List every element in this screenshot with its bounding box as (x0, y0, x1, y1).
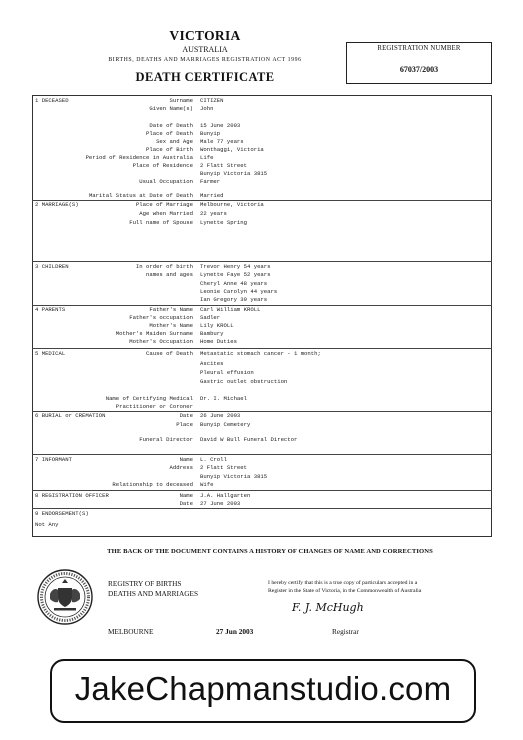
issue-date: 27 Jun 2003 (216, 627, 254, 636)
registration-number-label: REGISTRATION NUMBER (377, 45, 461, 52)
field-label: Period of Residence in Australia (85, 154, 193, 161)
section-divider (32, 454, 492, 455)
field-value: Lynette Spring (200, 219, 247, 226)
field-value: 15 June 2003 (200, 122, 241, 129)
section-label-medical: 5 MEDICAL (35, 350, 66, 357)
field-value: Lily KROLL (200, 322, 234, 329)
country-label: AUSTRALIA (182, 45, 228, 54)
field-label: Usual Occupation (139, 178, 193, 185)
child-entry: Trevor Henry 54 years (200, 263, 271, 270)
field-label: Mother's Maiden Surname (115, 330, 193, 337)
field-value: 2 Flatt Street (200, 162, 247, 169)
field-label: Date (179, 412, 193, 419)
field-label: Place of Death (146, 130, 193, 137)
section-divider (32, 508, 492, 509)
field-value: Wonthaggi, Victoria (200, 146, 264, 153)
field-label: In order of birth (135, 263, 193, 270)
field-value: Bunyip Cemetery (200, 421, 251, 428)
issue-city: MELBOURNE (108, 627, 154, 636)
child-entry: Cheryl Anne 48 years (200, 280, 268, 287)
field-value: Male 77 years (200, 138, 244, 145)
field-label: Name (179, 492, 193, 499)
certification-line: Register in the State of Victoria, in the Commonwealth of Australia (268, 588, 422, 595)
section-label-marriage: 2 MARRIAGE(S) (35, 201, 79, 208)
field-value: Life (200, 154, 214, 161)
field-value: Dr. I. Michael (200, 395, 247, 402)
section-label-deceased: 1 DECEASED (35, 97, 69, 104)
registry-line: DEATHS AND MARRIAGES (108, 589, 199, 598)
document-title: DEATH CERTIFICATE (135, 70, 275, 84)
registration-number-value: 67037/2003 (399, 65, 439, 74)
field-label: Place (176, 421, 193, 428)
section-label-registration-officer: 8 REGISTRATION OFFICER (35, 492, 109, 499)
child-entry: Ian Gregory 39 years (200, 296, 268, 303)
field-value: Bunyip Victoria 3815 (200, 170, 268, 177)
section-label-informant: 7 INFORMANT (35, 456, 72, 463)
field-label: Marital Status at Date of Death (88, 192, 193, 199)
back-of-document-note: THE BACK OF THE DOCUMENT CONTAINS A HISTORY OF CHANGES OF NAME AND CORRECTIONS (107, 548, 433, 555)
field-label: Funeral Director (139, 436, 193, 443)
section-label-endorsements: 9 ENDORSEMENT(S) (35, 510, 89, 517)
field-value: Bunyip Victoria 3815 (200, 473, 268, 480)
field-label: Sex and Age (156, 138, 193, 145)
field-value: Wife (200, 481, 214, 488)
field-label: Name (179, 456, 193, 463)
section-divider (32, 348, 492, 349)
registry-name (108, 579, 198, 599)
field-label: Father's Name (149, 306, 193, 313)
field-label: Place of Birth (146, 146, 193, 153)
child-entry: Leonie Carolyn 44 years (200, 288, 278, 295)
cause-entry: Pleural effusion (200, 369, 254, 376)
field-label: Name of Certifying Medical (105, 395, 193, 402)
section-label-burial: 6 BURIAL or CREMATION (35, 412, 106, 419)
field-value: Bambury (200, 330, 224, 337)
field-label: Father's occupation (129, 314, 193, 321)
field-value: Carl William KROLL (200, 306, 261, 313)
field-value: 2 Flatt Street (200, 464, 247, 471)
field-label: Mother's Name (149, 322, 193, 329)
cause-entry: Metastatic stomach cancer - 1 month; (200, 350, 321, 357)
field-value: Sadler (200, 314, 221, 321)
section-divider (32, 490, 492, 491)
certification-statement (268, 579, 483, 595)
certification-line: I hereby certify that this is a true copy of particulars accepted in a (268, 580, 418, 586)
registrar-signature: F. J. McHugh (292, 601, 364, 614)
field-label: Surname (169, 97, 193, 104)
cause-entry: Gastric outlet obstruction (200, 378, 288, 385)
field-label: Full name of Spouse (129, 219, 193, 226)
section-label-children: 3 CHILDREN (35, 263, 69, 270)
field-value: Married (200, 192, 224, 199)
field-value: David W Bull Funeral Director (200, 436, 298, 443)
field-value: Bunyip (200, 130, 221, 137)
registrar-title: Registrar (332, 627, 359, 636)
field-label: Address (169, 464, 193, 471)
field-label: Cause of Death (146, 350, 193, 357)
field-label: Place of Residence (132, 162, 193, 169)
field-value: L. Croll (200, 456, 227, 463)
certificate-state-title: VICTORIA (169, 28, 241, 43)
field-label: Age when Married (139, 210, 193, 217)
field-value: 22 years (200, 210, 227, 217)
field-value: Melbourne, Victoria (200, 201, 264, 208)
section-label-parents: 4 PARENTS (35, 306, 66, 313)
field-value: J.A. Hallgarten (200, 492, 251, 499)
field-value: Home Duties (200, 338, 237, 345)
field-value: CITIZEN (200, 97, 224, 104)
field-label: Place of Marriage (135, 201, 193, 208)
field-label: Mother's Occupation (129, 338, 193, 345)
field-label: names and ages (146, 271, 193, 278)
field-label: Practitioner or Coroner (115, 403, 193, 410)
endorsements-value: Not Any (35, 521, 59, 528)
field-value: 26 June 2003 (200, 412, 241, 419)
section-divider (32, 261, 492, 262)
field-value: 27 June 2003 (200, 500, 241, 507)
registry-line: REGISTRY OF BIRTHS (108, 579, 182, 588)
field-value: Farmer (200, 178, 221, 185)
child-entry: Lynette Faye 52 years (200, 271, 271, 278)
watermark-text: JakeChapmanstudio.com (74, 670, 452, 707)
act-title: BIRTHS, DEATHS AND MARRIAGES REGISTRATION ACT 1996 (108, 57, 302, 63)
field-label: Relationship to deceased (112, 481, 193, 488)
field-label: Date (179, 500, 193, 507)
field-label: Date of Death (149, 122, 193, 129)
field-label: Given Name(s) (149, 105, 193, 112)
field-value: John (200, 105, 214, 112)
registry-seal-icon (36, 568, 94, 626)
cause-entry: Ascites (200, 360, 224, 367)
